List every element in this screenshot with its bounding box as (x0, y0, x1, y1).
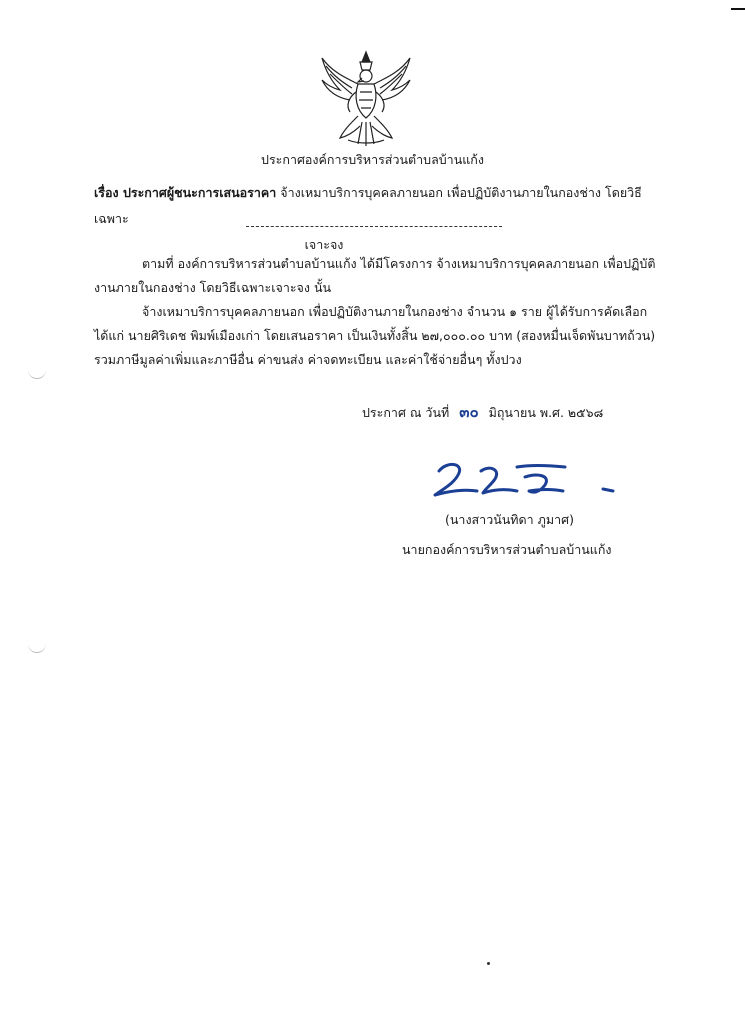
subject-block (94, 180, 664, 258)
signatory-position: นายกองค์การบริหารส่วนตำบลบ้านแก้ง (402, 542, 612, 557)
scan-edge-mark (731, 8, 745, 10)
signature-icon (425, 455, 625, 505)
separator-line (246, 226, 502, 227)
punch-hole-mark (28, 368, 46, 379)
organization-title: ประกาศองค์การบริหารส่วนตำบลบ้านแก้ง (261, 152, 484, 167)
signatory-name: (นางสาวนันทิดา ภูมาศ) (445, 512, 574, 527)
punch-hole-mark (28, 642, 46, 653)
subject-label: เรื่อง ประกาศผู้ชนะการเสนอราคา (94, 185, 277, 200)
garuda-emblem-icon (318, 48, 414, 148)
subject-line-2: เจาะจง (304, 237, 344, 252)
date-day-handwritten: ๓๐ (459, 403, 479, 421)
paragraph-award: จ้างเหมาบริการบุคคลภายนอก เพื่อปฏิบัติงานภายในกองช่าง จำนวน ๑ ราย ผู้ได้รับการคัดเลือก ได้แก่ นายศิริเดช พิมพ์เมืองเก่า โดยเสนอราคา เป็นเงินทั้งสิ้น ๒๗,๐๐๐.๐๐ บาท (สองหมื่นเจ็ดพันบาทถ้วน) รวมภาษีมูลค่าเพิ่มและภาษีอื่น ค่าขนส่ง ค่าจดทะเบียน และค่าใช้จ่ายอื่นๆ ทั้งปวง (94, 304, 656, 367)
date-month-year: มิถุนายน พ.ศ. ๒๕๖๘ (488, 405, 604, 420)
announcement-date (362, 400, 603, 424)
date-prefix: ประกาศ ณ วันที่ (362, 405, 450, 420)
subject-line-1: จ้างเหมาบริการบุคคลภายนอก เพื่อปฏิบัติงานภายในกองช่าง โดยวิธีเฉพาะ (94, 185, 642, 226)
scan-speck (487, 962, 490, 965)
paragraph-intro: ตามที่ องค์การบริหารส่วนตำบลบ้านแก้ง ได้มีโครงการ จ้างเหมาบริการบุคคลภายนอก เพื่อปฏิบัติงานภายในกองช่าง โดยวิธีเฉพาะเจาะจง นั้น (94, 256, 656, 295)
